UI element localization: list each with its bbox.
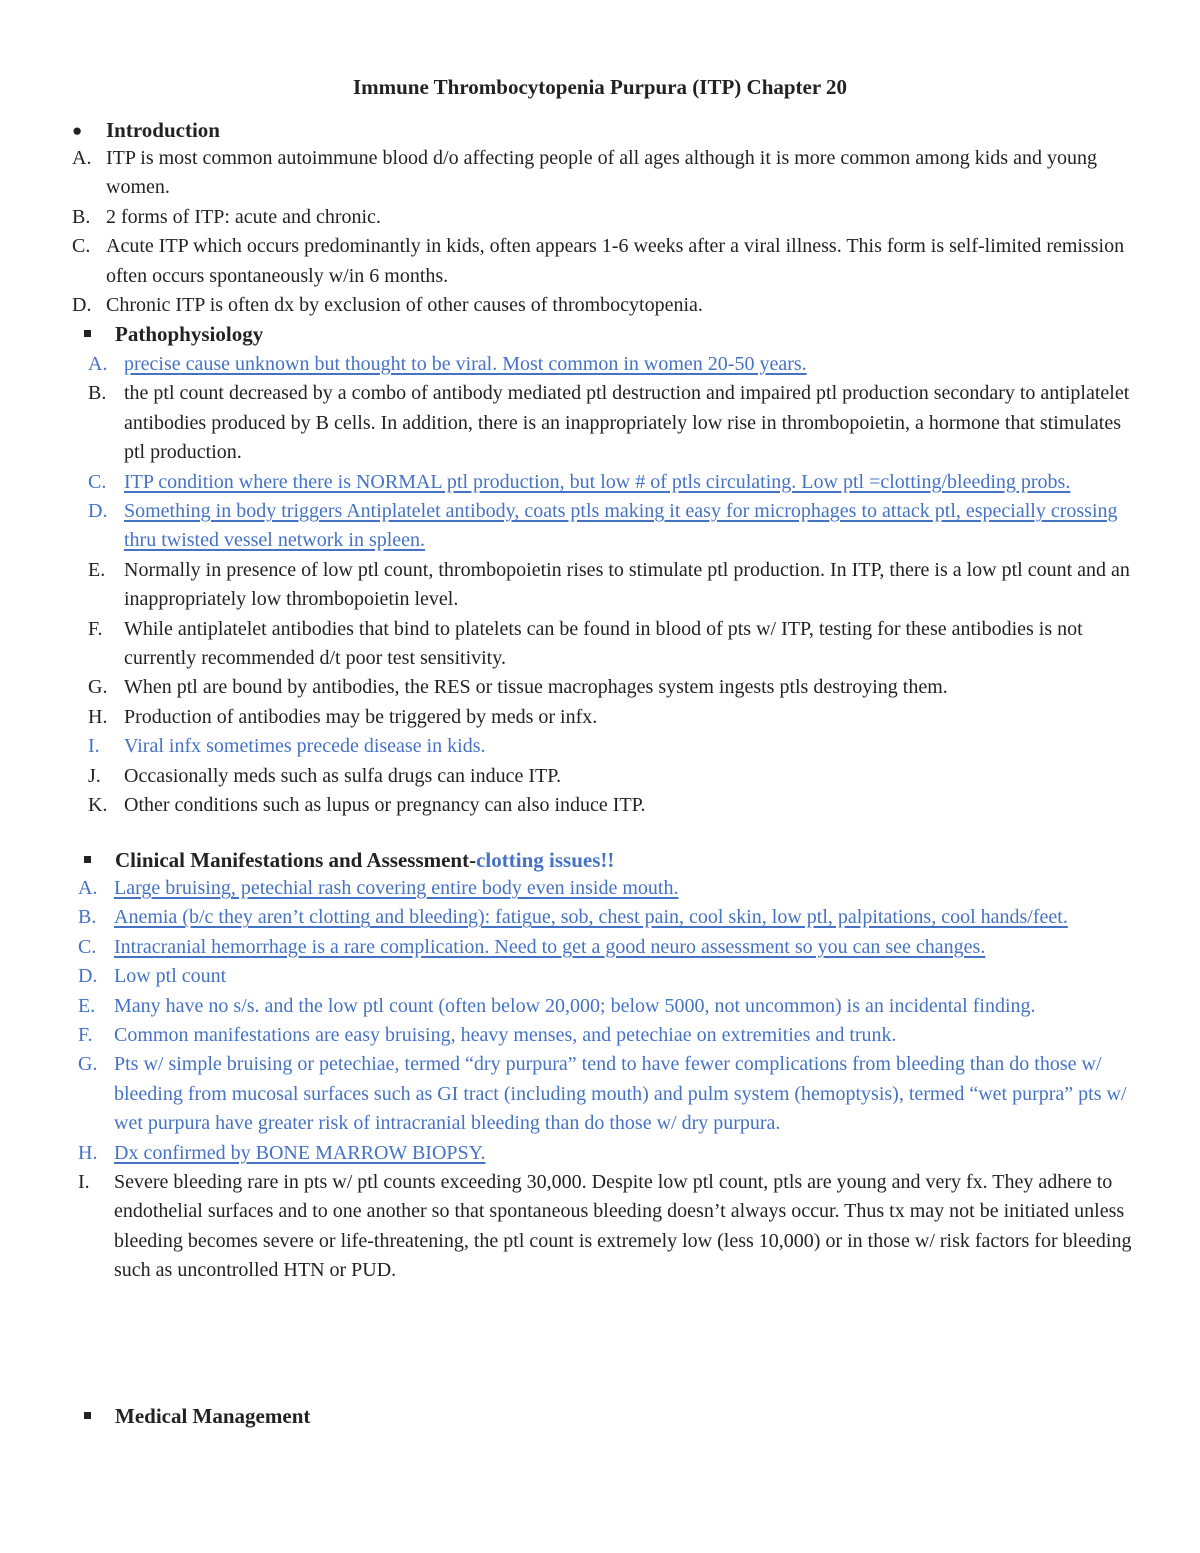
list-marker: C. bbox=[88, 470, 107, 493]
list-marker: D. bbox=[78, 965, 98, 988]
list-item bbox=[78, 903, 1138, 932]
list-item-text: Occasionally meds such as sulfa drugs can induce ITP. bbox=[124, 764, 562, 787]
list-item-text: Other conditions such as lupus or pregnancy can also induce ITP. bbox=[124, 794, 646, 817]
list-item-text: Intracranial hemorrhage is a rare complication. Need to get a good neuro assessment so you can see changes. bbox=[114, 935, 986, 958]
list-item-text: Common manifestations are easy bruising, heavy menses, and petechiae on extremities and trunk. bbox=[114, 1024, 897, 1047]
list-item bbox=[78, 962, 1138, 991]
list-marker: E. bbox=[78, 994, 96, 1017]
list-item-text: Chronic ITP is often dx by exclusion of other causes of thrombocytopenia. bbox=[106, 294, 703, 317]
list-item bbox=[88, 497, 1138, 556]
list-marker: G. bbox=[88, 676, 108, 699]
list-marker: J. bbox=[88, 764, 101, 787]
section-heading-accent: clotting issues!! bbox=[476, 848, 615, 872]
list-marker: A. bbox=[78, 877, 98, 899]
list-marker: C. bbox=[72, 235, 91, 258]
list-marker: A. bbox=[72, 147, 92, 169]
list-marker: F. bbox=[88, 617, 103, 640]
list-item-text: While antiplatelet antibodies that bind to platelets can be found in blood of pts w/ ITP, testing for these antibodies is not currently recommended d/t poor test sensitivity. bbox=[124, 617, 1083, 670]
list-item-text: When ptl are bound by antibodies, the RES or tissue macrophages system ingests ptls destroying them. bbox=[124, 676, 948, 699]
list-item bbox=[78, 1139, 1138, 1168]
list-marker: B. bbox=[72, 205, 91, 228]
list-item bbox=[88, 350, 1138, 379]
list-marker: F. bbox=[78, 1024, 93, 1047]
list-item bbox=[72, 203, 1132, 232]
list-item bbox=[72, 291, 1132, 320]
section-heading-introduction: Introduction bbox=[106, 118, 220, 142]
list-item bbox=[78, 1168, 1138, 1286]
list-item bbox=[88, 732, 1138, 761]
list-marker: B. bbox=[88, 382, 107, 405]
list-marker: H. bbox=[88, 705, 108, 728]
list-item bbox=[88, 791, 1138, 820]
clinical-manifestations-list bbox=[78, 874, 1138, 1286]
list-item-text: Severe bleeding rare in pts w/ ptl counts exceeding 30,000. Despite low ptl count, ptls are young and very fx. They adhere to endothelial surfaces and to one another so that spontaneous bleeding doesn’t always occur. Thus tx may not be initiated unless bleeding becomes severe or life-threatening, the ptl count is extremely low (less 10,000) or in those w/ risk factors for bleeding such as uncontrolled HTN or PUD. bbox=[114, 1171, 1132, 1282]
list-item bbox=[78, 933, 1138, 962]
list-item bbox=[78, 1021, 1138, 1050]
list-item bbox=[88, 762, 1138, 791]
list-item-text: Viral infx sometimes precede disease in kids. bbox=[124, 735, 486, 758]
list-item bbox=[88, 673, 1138, 702]
square-bullet-icon bbox=[84, 330, 91, 337]
section-heading-pathophysiology: Pathophysiology bbox=[115, 322, 264, 346]
list-item-text: Normally in presence of low ptl count, thrombopoietin rises to stimulate ptl production. In ITP, there is a low ptl count and an inappropriately low thrombopoietin level. bbox=[124, 558, 1130, 611]
list-item-text: Low ptl count bbox=[114, 965, 227, 988]
list-item bbox=[78, 874, 1138, 903]
list-item-text: Many have no s/s. and the low ptl count (often below 20,000; below 5000, not uncommon) is an incidental finding. bbox=[114, 994, 1036, 1017]
list-marker: A. bbox=[88, 353, 108, 375]
list-item bbox=[88, 703, 1138, 732]
list-item bbox=[88, 615, 1138, 674]
list-item-text: the ptl count decreased by a combo of antibody mediated ptl destruction and impaired ptl production secondary to antiplatelet antibodies produced by B cells. In addition, there is an inappropriately low rise in thrombopoietin, a hormone that stimulates ptl production. bbox=[124, 382, 1130, 464]
list-item-text: 2 forms of ITP: acute and chronic. bbox=[106, 205, 381, 228]
introduction-list bbox=[72, 144, 1132, 320]
list-item-text: Production of antibodies may be triggered by meds or infx. bbox=[124, 705, 598, 728]
list-marker: I. bbox=[88, 735, 100, 758]
list-item bbox=[72, 144, 1132, 203]
list-marker: E. bbox=[88, 558, 106, 581]
list-item bbox=[88, 468, 1138, 497]
list-item bbox=[88, 556, 1138, 615]
list-item-text: ITP condition where there is NORMAL ptl production, but low # of ptls circulating. Low ptl =clotting/bleeding probs. bbox=[124, 470, 1071, 493]
section-heading-clinical-manifestations bbox=[115, 846, 614, 875]
list-marker: I. bbox=[78, 1171, 90, 1194]
list-item bbox=[78, 992, 1138, 1021]
list-item-text: Anemia (b/c they aren’t clotting and bleeding): fatigue, sob, chest pain, cool skin, low ptl, palpitations, cool hands/feet. bbox=[114, 906, 1068, 929]
page-title: Immune Thrombocytopenia Purpura (ITP) Chapter 20 bbox=[352, 75, 848, 99]
list-item-text: Something in body triggers Antiplatelet antibody, coats ptls making it easy for microphages to attack ptl, especially crossing thru twisted vessel network in spleen. bbox=[124, 500, 1118, 552]
list-item bbox=[78, 1050, 1138, 1138]
list-marker: C. bbox=[78, 935, 97, 958]
square-bullet-icon bbox=[84, 1412, 91, 1419]
list-item-text: Acute ITP which occurs predominantly in kids, often appears 1-6 weeks after a viral illness. This form is self-limited remission often occurs spontaneously w/in 6 months. bbox=[106, 235, 1125, 287]
square-bullet-icon bbox=[84, 856, 91, 863]
list-item-text: Large bruising, petechial rash covering entire body even inside mouth. bbox=[114, 877, 679, 899]
list-marker: H. bbox=[78, 1141, 98, 1164]
list-item-text: ITP is most common autoimmune blood d/o affecting people of all ages although it is more common among kids and young women. bbox=[106, 147, 1097, 199]
list-marker: B. bbox=[78, 906, 97, 929]
section-heading-medical-management: Medical Management bbox=[115, 1404, 311, 1428]
list-item-text: Pts w/ simple bruising or petechiae, termed “dry purpura” tend to have fewer complications from bleeding than do those w/ bleeding from mucosal surfaces such as GI tract (including mouth) and pulm system (hemoptysis), termed “wet purpra” pts w/ wet purpura have greater risk of intracranial bleeding than do those w/ dry purpura. bbox=[114, 1053, 1127, 1135]
list-marker: G. bbox=[78, 1053, 98, 1076]
list-item-text: Dx confirmed by BONE MARROW BIOPSY. bbox=[114, 1141, 486, 1164]
list-item bbox=[72, 232, 1132, 291]
section-heading-text: Clinical Manifestations and Assessment- bbox=[115, 848, 477, 872]
list-marker: K. bbox=[88, 794, 108, 817]
list-marker: D. bbox=[72, 294, 92, 317]
list-item-text: precise cause unknown but thought to be viral. Most common in women 20-50 years. bbox=[124, 353, 807, 375]
round-bullet-icon: ● bbox=[72, 121, 83, 140]
list-marker: D. bbox=[88, 500, 108, 523]
pathophysiology-list bbox=[88, 350, 1138, 821]
list-item bbox=[88, 379, 1138, 467]
